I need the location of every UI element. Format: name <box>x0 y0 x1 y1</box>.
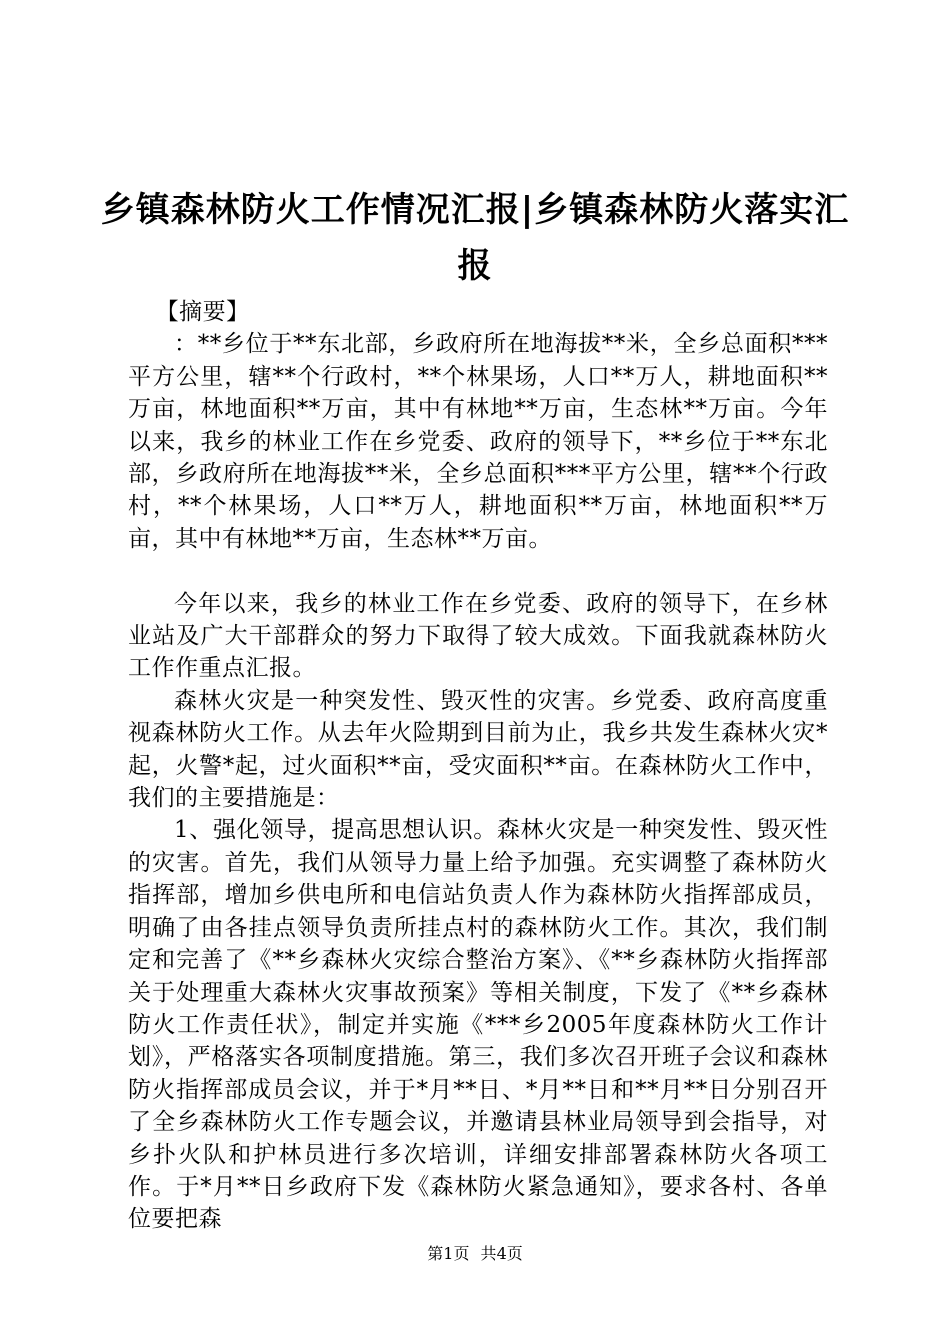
paragraph-intro: 今年以来，我乡的林业工作在乡党委、政府的领导下，在乡林业站及广大干部群众的努力下取得了较大成效。下面我就森林防火工作作重点汇报。 <box>128 590 828 682</box>
total-prefix: 共 <box>480 1244 497 1263</box>
total-suffix: 页 <box>506 1244 523 1263</box>
page-footer <box>0 1244 950 1264</box>
total-indicator <box>481 1244 523 1263</box>
document-body <box>128 296 828 1236</box>
page-number: 1 <box>443 1244 454 1263</box>
page-prefix: 第 <box>427 1244 444 1263</box>
paragraph-abstract: ：**乡位于**东北部，乡政府所在地海拔**米，全乡总面积***平方公里，辖**个行政村，**个林果场，人口**万人，耕地面积**万亩，林地面积**万亩，其中有林地**万亩，生态林**万亩。今年以来，我乡的林业工作在乡党委、政府的领导下，**乡位于**东北部，乡政府所在地海拔**米，全乡总面积***平方公里，辖**个行政村，**个林果场，人口**万人，耕地面积**万亩，林地面积**万亩，其中有林地**万亩，生态林**万亩。 <box>128 331 828 552</box>
document-title: 乡镇森林防火工作情况汇报|乡镇森林防火落实汇报 <box>100 190 850 286</box>
total-pages: 4 <box>496 1244 507 1263</box>
paragraph-overview: 森林火灾是一种突发性、毁灭性的灾害。乡党委、政府高度重视森林防火工作。从去年火险期到目前为止，我乡共发生森林火灾*起，火警*起，过火面积**亩，受灾面积**亩。在森林防火工作中，我们的主要措施是： <box>128 687 828 812</box>
paragraph-measure-1: 1、强化领导，提高思想认识。森林火灾是一种突发性、毁灭性的灾害。首先，我们从领导力量上给予加强。充实调整了森林防火指挥部，增加乡供电所和电信站负责人作为森林防火指挥部成员，明确了由各挂点领导负责所挂点村的森林防火工作。其次，我们制定和完善了《**乡森林火灾综合整治方案》、《**乡森林防火指挥部关于处理重大森林火灾事故预案》等相关制度，下发了《**乡森林防火工作责任状》，制定并实施《***乡2005年度森林防火工作计划》，严格落实各项制度措施。第三，我们多次召开班子会议和森林防火指挥部成员会议，并于*月**日、*月**日和**月**日分别召开了全乡森林防火工作专题会议，并邀请县林业局领导到会指导，对乡扑火队和护林员进行多次培训，详细安排部署森林防火各项工作。于*月**日乡政府下发《森林防火紧急通知》，要求各村、各单位要把森 <box>128 817 828 1233</box>
abstract-label: 【摘要】 <box>155 299 250 325</box>
page-suffix: 页 <box>453 1244 470 1263</box>
page-indicator <box>427 1244 469 1263</box>
paragraph-spacer <box>128 555 828 587</box>
